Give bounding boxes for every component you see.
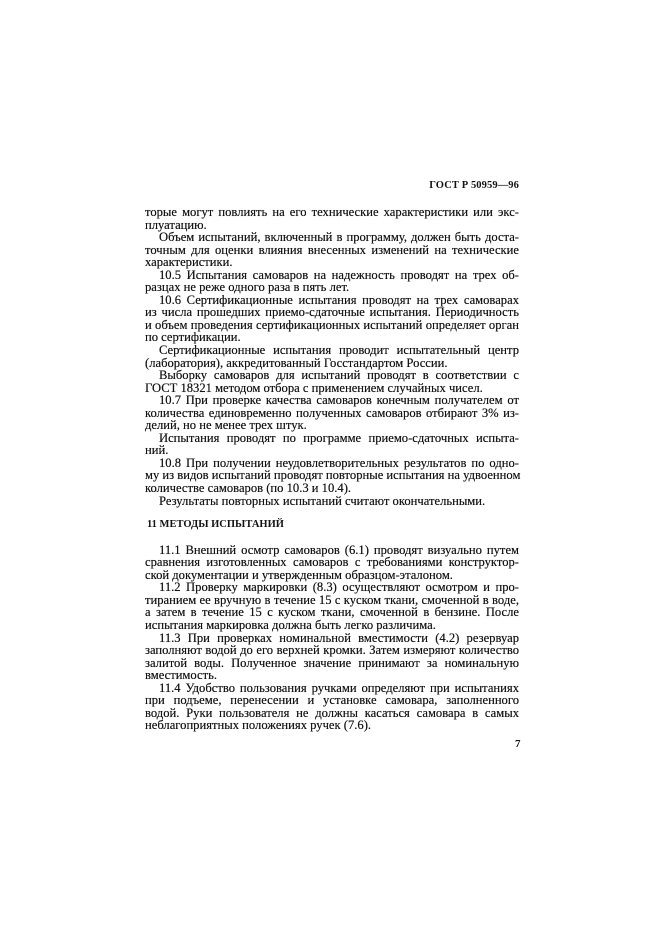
text-line: количестве самоваров (по 10.3 и 10.4).: [145, 481, 352, 496]
text-line: при подъеме, перенесении и установке самовара, заполненного: [145, 693, 519, 708]
text-line: плуатацию.: [145, 217, 207, 232]
paragraph: [145, 206, 519, 231]
text-line: сравнения изготовленных самоваров с требованиями конструктор-: [145, 555, 519, 570]
text-line: 11.3 При проверках номинальной вместимости (4.2) резервуар: [159, 630, 519, 645]
text-line: му из видов испытаний проводят повторные испытания на удвоенном: [145, 468, 521, 483]
text-line: 10.5 Испытания самоваров на надежность проводят на трех об-: [159, 267, 519, 282]
paragraph: [145, 269, 519, 294]
text-line: ний.: [145, 443, 169, 458]
text-line: 10.6 Сертификационные испытания проводят на трех самоварах: [159, 292, 519, 307]
text-line: (лаборатория), аккредитованный Госстандартом России.: [145, 355, 448, 370]
text-line: тиранием ее вручную в течение 15 с куском ткани, смоченной в воде,: [145, 592, 519, 607]
text-line: Объем испытаний, включенный в программу, должен быть доста-: [159, 230, 519, 245]
text-line: характеристики.: [145, 255, 233, 270]
page-number: 7: [515, 738, 521, 750]
section-heading: 11 МЕТОДЫ ИСПЫТАНИЙ: [147, 519, 284, 531]
text-line: 10.8 При получении неудовлетворительных результатов по одно-: [159, 455, 519, 470]
paragraph: [145, 544, 519, 582]
paragraph: [145, 294, 519, 344]
paragraph: [145, 457, 519, 495]
paragraph: [145, 369, 519, 394]
text-line: неблагоприятных положениях ручек (7.6).: [145, 718, 372, 733]
text-line: Результаты повторных испытаний считают окончательными.: [159, 493, 486, 508]
text-line: торые могут повлиять на его технические характеристики или экс-: [145, 205, 519, 219]
text-line: количества единовременно полученных самоваров отбирают 3% из-: [145, 405, 519, 420]
text-line: залитой воды. Полученное значение принимают за номинальную: [145, 655, 519, 670]
text-line: делий, но не менее трех штук.: [145, 418, 307, 433]
text-line: водой. Руки пользователя не должны касаться самовара в самых: [145, 705, 519, 720]
paragraph: [145, 394, 519, 432]
text-line: Испытания проводят по программе приемо-сдаточных испыта-: [159, 430, 519, 445]
text-line: Выборку самоваров для испытаний проводят в соответствии с: [159, 368, 519, 383]
text-line: 11.4 Удобство пользования ручками определяют при испытаниях: [159, 680, 519, 695]
text-line: вместимость.: [145, 668, 218, 683]
text-line: испытания маркировка должна быть легко различима.: [145, 617, 436, 632]
text-line: из числа прошедших приемо-сдаточные испытания. Периодичность: [145, 305, 519, 320]
paragraph: [145, 632, 519, 682]
paragraph: [145, 581, 519, 631]
text-line: ской документации и утвержденным образцом-эталоном.: [145, 567, 453, 582]
text-line: 11.2 Проверку маркировки (8.3) осуществляют осмотром и про-: [159, 580, 519, 595]
text-line: по сертификации.: [145, 330, 241, 345]
paragraph: [145, 495, 519, 508]
text-line: 11.1 Внешний осмотр самоваров (6.1) проводят визуально путем: [159, 542, 519, 557]
paragraph: [145, 682, 519, 732]
text-line: и объем проведения сертификационных испытаний определяет орган: [145, 317, 519, 332]
text-line: ГОСТ 18321 методом отбора с применением случайных чисел.: [145, 380, 483, 395]
text-line: 10.7 При проверке качества самоваров конечным получателем от: [159, 393, 519, 408]
paragraph: [145, 432, 519, 457]
document-header: ГОСТ Р 50959—96: [429, 180, 519, 191]
text-line: Сертификационные испытания проводит испытательный центр: [159, 343, 519, 358]
text-line: точным для оценки влияния внесенных изменений на технические: [145, 242, 519, 257]
text-line: разцах не реже одного раза в пять лет.: [145, 280, 350, 295]
paragraph: [145, 231, 519, 269]
text-line: заполняют водой до его верхней кромки. Затем измеряют количество: [145, 643, 519, 658]
text-line: а затем в течение 15 с куском ткани, смоченной в бензине. После: [145, 605, 519, 620]
document-body: [145, 206, 519, 732]
paragraph: [145, 344, 519, 369]
